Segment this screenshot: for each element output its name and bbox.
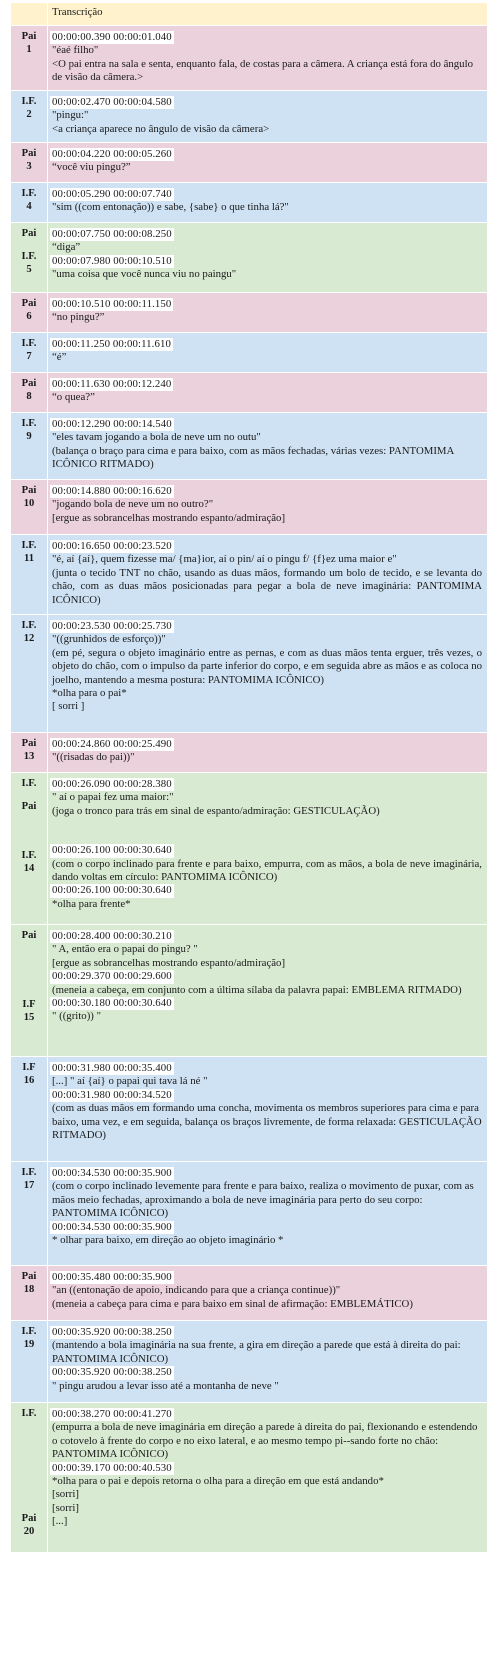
transcript-line: "eles tavam jogando a bola de neve um no outu"	[52, 431, 261, 444]
timestamp: 00:00:34.530 00:00:35.900	[52, 1220, 172, 1233]
timestamp: 00:00:39.170 00:00:40.530	[52, 1461, 172, 1474]
timestamp: 00:00:26.090 00:00:28.380	[52, 778, 172, 790]
table-row	[11, 293, 488, 333]
transcript-line: "pingu:"	[52, 109, 89, 122]
table-row	[11, 733, 488, 773]
speaker-label: Pai	[21, 228, 37, 239]
speaker-cell	[11, 615, 48, 733]
transcript-cell	[48, 91, 488, 143]
transcript-line: (junta o tecido TNT no chão, usando as duas mãos, formando um bolo de tecido, e se levanta do chão, com as duas mãos posicionadas para pegar a bola de neve imaginária: PANTOMIMA ICÔNICO)	[52, 566, 482, 606]
transcription-table	[10, 2, 488, 1553]
speaker-label: Pai	[21, 1513, 37, 1524]
speaker-label: I.F.	[21, 620, 37, 631]
timestamp: 00:00:23.530 00:00:25.730	[52, 620, 172, 632]
turn-number: 17	[23, 1180, 35, 1191]
transcript-line: [ sorri ]	[52, 700, 85, 713]
transcript-cell	[48, 223, 488, 293]
turn-number: 2	[26, 109, 32, 120]
speaker-label: I.F	[22, 999, 36, 1010]
speaker-label: Pai	[21, 930, 37, 941]
speaker-label: I.F.	[21, 96, 37, 107]
turn-number: 16	[23, 1075, 35, 1086]
turn-number: 14	[23, 863, 35, 874]
transcript-line: (mantendo a bola imaginária na sua frente, a gira em direção a parede que está à direita do pai: PANTOMIMA ICÔNICO)	[52, 1339, 461, 1365]
speaker-cell	[11, 535, 48, 615]
speaker-label: I.F.	[21, 1408, 37, 1419]
transcript-line: [sorri]	[52, 1501, 79, 1514]
turn-number: 10	[23, 498, 35, 509]
speaker-cell	[11, 91, 48, 143]
turn-number: 13	[23, 751, 35, 762]
transcript-line: " ((grito)) "	[52, 1010, 101, 1023]
transcript-line: [...]	[52, 1515, 68, 1528]
turn-number: 1	[26, 44, 32, 55]
turn-number: 7	[26, 351, 32, 362]
table-row	[11, 413, 488, 480]
transcript-line: *olha para o pai*	[52, 687, 127, 700]
timestamp: 00:00:04.220 00:00:05.260	[52, 148, 172, 160]
transcript-cell	[48, 143, 488, 183]
transcript-line: (joga o tronco para trás em sinal de espanto/admiração: GESTICULAÇÃO)	[52, 804, 380, 817]
table-row	[11, 925, 488, 1057]
transcript-line: (com as duas mãos em formando uma concha, movimenta os membros superiores para cima e para baixo, uma vez, e em seguida, balança os braços livremente, de forma relaxada: GESTICULAÇÃO RITMADO)	[52, 1102, 482, 1142]
transcript-cell	[48, 773, 488, 925]
transcript-cell	[48, 535, 488, 615]
timestamp: 00:00:00.390 00:00:01.040	[52, 31, 172, 43]
speaker-cell	[11, 733, 48, 773]
timestamp: 00:00:10.510 00:00:11.150	[52, 298, 172, 310]
table-row	[11, 1266, 488, 1321]
transcript-line: "jogando bola de neve um no outro?"	[52, 498, 214, 511]
speaker-cell	[11, 1403, 48, 1553]
transcript-cell	[48, 373, 488, 413]
speaker-label: I.F.	[21, 778, 37, 789]
speaker-label: Pai	[21, 31, 37, 42]
transcript-cell	[48, 1162, 488, 1266]
transcript-line: (com o corpo inclinado para frente e para baixo, empurra, com as mãos, a bola de neve imaginária, dando voltas em círculo: PANTOMIMA ICÔNICO)	[52, 857, 482, 884]
speaker-label: I.F.	[21, 418, 37, 429]
speaker-label: I.F.	[21, 850, 37, 861]
transcript-line: "uma coisa que você nunca viu no paingu"	[52, 268, 237, 281]
header-transcription-cell: Transcrição	[48, 3, 488, 26]
speaker-label: Pai	[21, 801, 37, 812]
table-row	[11, 1057, 488, 1162]
turn-number: 9	[26, 431, 32, 442]
speaker-label: Pai	[21, 485, 37, 496]
table-row	[11, 535, 488, 615]
transcript-line: " aí o papai fez uma maior:"	[52, 791, 174, 804]
turn-number: 8	[26, 391, 32, 402]
timestamp: 00:00:34.530 00:00:35.900	[52, 1167, 172, 1179]
transcript-cell	[48, 1266, 488, 1321]
speaker-label: Pai	[21, 378, 37, 389]
transcript-line: (balança o braço para cima e para baixo, com as mãos fechadas, várias vezes: PANTOMIMA ICÔNICO RITMADO)	[52, 444, 454, 471]
table-row	[11, 373, 488, 413]
table-row	[11, 480, 488, 535]
timestamp: 00:00:05.290 00:00:07.740	[52, 188, 172, 200]
transcript-cell	[48, 26, 488, 91]
speaker-cell	[11, 1057, 48, 1162]
transcript-line: "sim ((com entonação)) e sabe, {sabe} o que tinha lá?"	[52, 201, 289, 214]
transcript-line: [ergue as sobrancelhas mostrando espanto/admiração]	[52, 511, 286, 524]
timestamp: 00:00:02.470 00:00:04.580	[52, 96, 172, 108]
transcript-cell	[48, 183, 488, 223]
speaker-cell	[11, 925, 48, 1057]
turn-number: 18	[23, 1284, 35, 1295]
timestamp: 00:00:07.980 00:00:10.510	[52, 254, 172, 267]
transcript-line: "((grunhidos de esforço))"	[52, 633, 166, 646]
transcript-line: “no pingu?”	[52, 311, 105, 324]
speaker-cell	[11, 26, 48, 91]
transcription-table-wrapper	[10, 2, 488, 1553]
transcript-line: "((risadas do pai))"	[52, 751, 135, 764]
transcript-cell	[48, 333, 488, 373]
speaker-label: I.F.	[21, 188, 37, 199]
header-speaker-cell	[11, 3, 48, 26]
speaker-cell	[11, 1162, 48, 1266]
speaker-cell	[11, 143, 48, 183]
timestamp: 00:00:12.290 00:00:14.540	[52, 418, 172, 430]
transcript-cell	[48, 1321, 488, 1403]
table-row	[11, 773, 488, 925]
table-row	[11, 143, 488, 183]
speaker-label: Pai	[21, 148, 37, 159]
turn-number: 15	[23, 1012, 35, 1023]
transcript-cell	[48, 480, 488, 535]
transcript-line: *olha para frente*	[52, 897, 131, 910]
timestamp: 00:00:29.370 00:00:29.600	[52, 970, 172, 983]
table-row	[11, 333, 488, 373]
timestamp: 00:00:31.980 00:00:35.400	[52, 1062, 172, 1074]
speaker-cell	[11, 773, 48, 925]
speaker-cell	[11, 183, 48, 223]
transcript-cell	[48, 925, 488, 1057]
transcript-line: (empurra a bola de neve imaginária em direção a parede à direita do pai, flexionando e estendendo o cotovelo à frente do corpo e no eixo lateral, e ao mesmo tempo pi--sando forte no chão: PANTOMIMA ICÔNICO)	[52, 1421, 478, 1461]
transcript-line: [ergue as sobrancelhas mostrando espanto/admiração]	[52, 956, 286, 969]
timestamp: 00:00:35.480 00:00:35.900	[52, 1271, 172, 1283]
timestamp: 00:00:26.100 00:00:30.640	[52, 844, 172, 857]
transcript-line: "é, aí {aí}, quem fizesse ma/ {ma}ior, aí o pin/ aí o pingu f/ {f}ez uma maior e"	[52, 553, 397, 566]
transcript-line: *olha para o pai e depois retorna o olha para a direção em que está andando*	[52, 1475, 384, 1488]
table-row	[11, 1403, 488, 1553]
timestamp: 00:00:11.630 00:00:12.240	[52, 378, 172, 390]
timestamp: 00:00:14.880 00:00:16.620	[52, 485, 172, 497]
transcript-line: " A, então era o papai do pingu? "	[52, 943, 198, 956]
transcript-line: "an ((entonação de apoio, indicando para que a criança continue))"	[52, 1284, 341, 1297]
transcript-line: "éaé filho"	[52, 44, 99, 57]
transcript-line: <a criança aparece no ângulo de visão da câmera>	[52, 122, 270, 135]
table-row	[11, 223, 488, 293]
speaker-cell	[11, 413, 48, 480]
timestamp: 00:00:26.100 00:00:30.640	[52, 884, 172, 897]
transcript-cell	[48, 293, 488, 333]
speaker-cell	[11, 223, 48, 293]
speaker-cell	[11, 480, 48, 535]
transcript-line: [...] " aí {aí} o papai qui tava lá né "	[52, 1075, 208, 1088]
turn-number: 20	[23, 1526, 35, 1537]
transcript-cell	[48, 1403, 488, 1553]
transcript-line: “é”	[52, 351, 67, 364]
transcript-line: (meneia a cabeça para cima e para baixo em sinal de afirmação: EMBLEMÁTICO)	[52, 1297, 413, 1310]
table-row	[11, 91, 488, 143]
transcript-cell	[48, 615, 488, 733]
turn-number: 11	[23, 553, 34, 564]
speaker-label: Pai	[21, 298, 37, 309]
turn-number: 3	[26, 161, 32, 172]
transcript-line: " pingu arudou a levar isso até a montanha de neve "	[52, 1379, 279, 1392]
speaker-cell	[11, 1266, 48, 1321]
turn-number: 12	[23, 633, 35, 644]
transcript-line: [sorri]	[52, 1488, 79, 1501]
speaker-cell	[11, 293, 48, 333]
turn-number: 5	[26, 264, 32, 275]
speaker-cell	[11, 1321, 48, 1403]
speaker-cell	[11, 373, 48, 413]
timestamp: 00:00:35.920 00:00:38.250	[52, 1366, 172, 1379]
table-row	[11, 1321, 488, 1403]
transcript-line: “você viu pingu?”	[52, 161, 131, 174]
speaker-label: I.F.	[21, 1326, 37, 1337]
table-row	[11, 1162, 488, 1266]
turn-number: 6	[26, 311, 32, 322]
turn-number: 19	[23, 1339, 35, 1350]
transcript-line: (com o corpo inclinado levemente para frente e para baixo, realiza o movimento de puxar, com as mãos meio fechadas, aproximando a bola de neve imaginária para perto do seu corpo: PANTOMIMA ICÔNICO)	[52, 1180, 474, 1220]
transcript-line: “diga”	[52, 241, 81, 254]
table-header-row	[11, 3, 488, 26]
transcript-cell	[48, 413, 488, 480]
timestamp: 00:00:28.400 00:00:30.210	[52, 930, 172, 942]
speaker-label: I.F.	[21, 251, 37, 262]
speaker-label: I.F	[22, 1062, 36, 1073]
transcript-line: “o quea?”	[52, 391, 95, 404]
timestamp: 00:00:07.750 00:00:08.250	[52, 228, 172, 240]
transcript-line: (meneia a cabeça, em conjunto com a última sílaba da palavra papai: EMBLEMA RITMADO)	[52, 983, 462, 996]
timestamp: 00:00:16.650 00:00:23.520	[52, 540, 172, 552]
transcript-line: (em pé, segura o objeto imaginário entre as pernas, e com as duas mãos tenta erguer, três vezes, o objeto do chão, com o impulso da parte inferior do corpo, e em seguida abre as mãos e as coloca no joelho, mantendo a mesma postura: PANTOMIMA ICÔNICO)	[52, 646, 482, 686]
timestamp: 00:00:31.980 00:00:34.520	[52, 1088, 172, 1101]
speaker-label: I.F.	[21, 338, 37, 349]
speaker-label: Pai	[21, 738, 37, 749]
timestamp: 00:00:30.180 00:00:30.640	[52, 997, 172, 1010]
speaker-label: Pai	[21, 1271, 37, 1282]
timestamp: 00:00:35.920 00:00:38.250	[52, 1326, 172, 1338]
transcript-cell	[48, 733, 488, 773]
speaker-cell	[11, 333, 48, 373]
speaker-label: I.F.	[21, 540, 37, 551]
table-row	[11, 615, 488, 733]
turn-number: 4	[26, 201, 32, 212]
speaker-label: I.F.	[21, 1167, 37, 1178]
timestamp: 00:00:11.250 00:00:11.610	[52, 338, 171, 350]
table-row	[11, 183, 488, 223]
table-row	[11, 26, 488, 91]
transcript-cell	[48, 1057, 488, 1162]
transcript-line: * olhar para baixo, em direção ao objeto imaginário *	[52, 1234, 284, 1247]
timestamp: 00:00:24.860 00:00:25.490	[52, 738, 172, 750]
timestamp: 00:00:38.270 00:00:41.270	[52, 1408, 172, 1420]
transcript-line: <O pai entra na sala e senta, enquanto fala, de costas para a câmera. A criança está fora do ângulo de visão da câmera.>	[52, 57, 473, 84]
